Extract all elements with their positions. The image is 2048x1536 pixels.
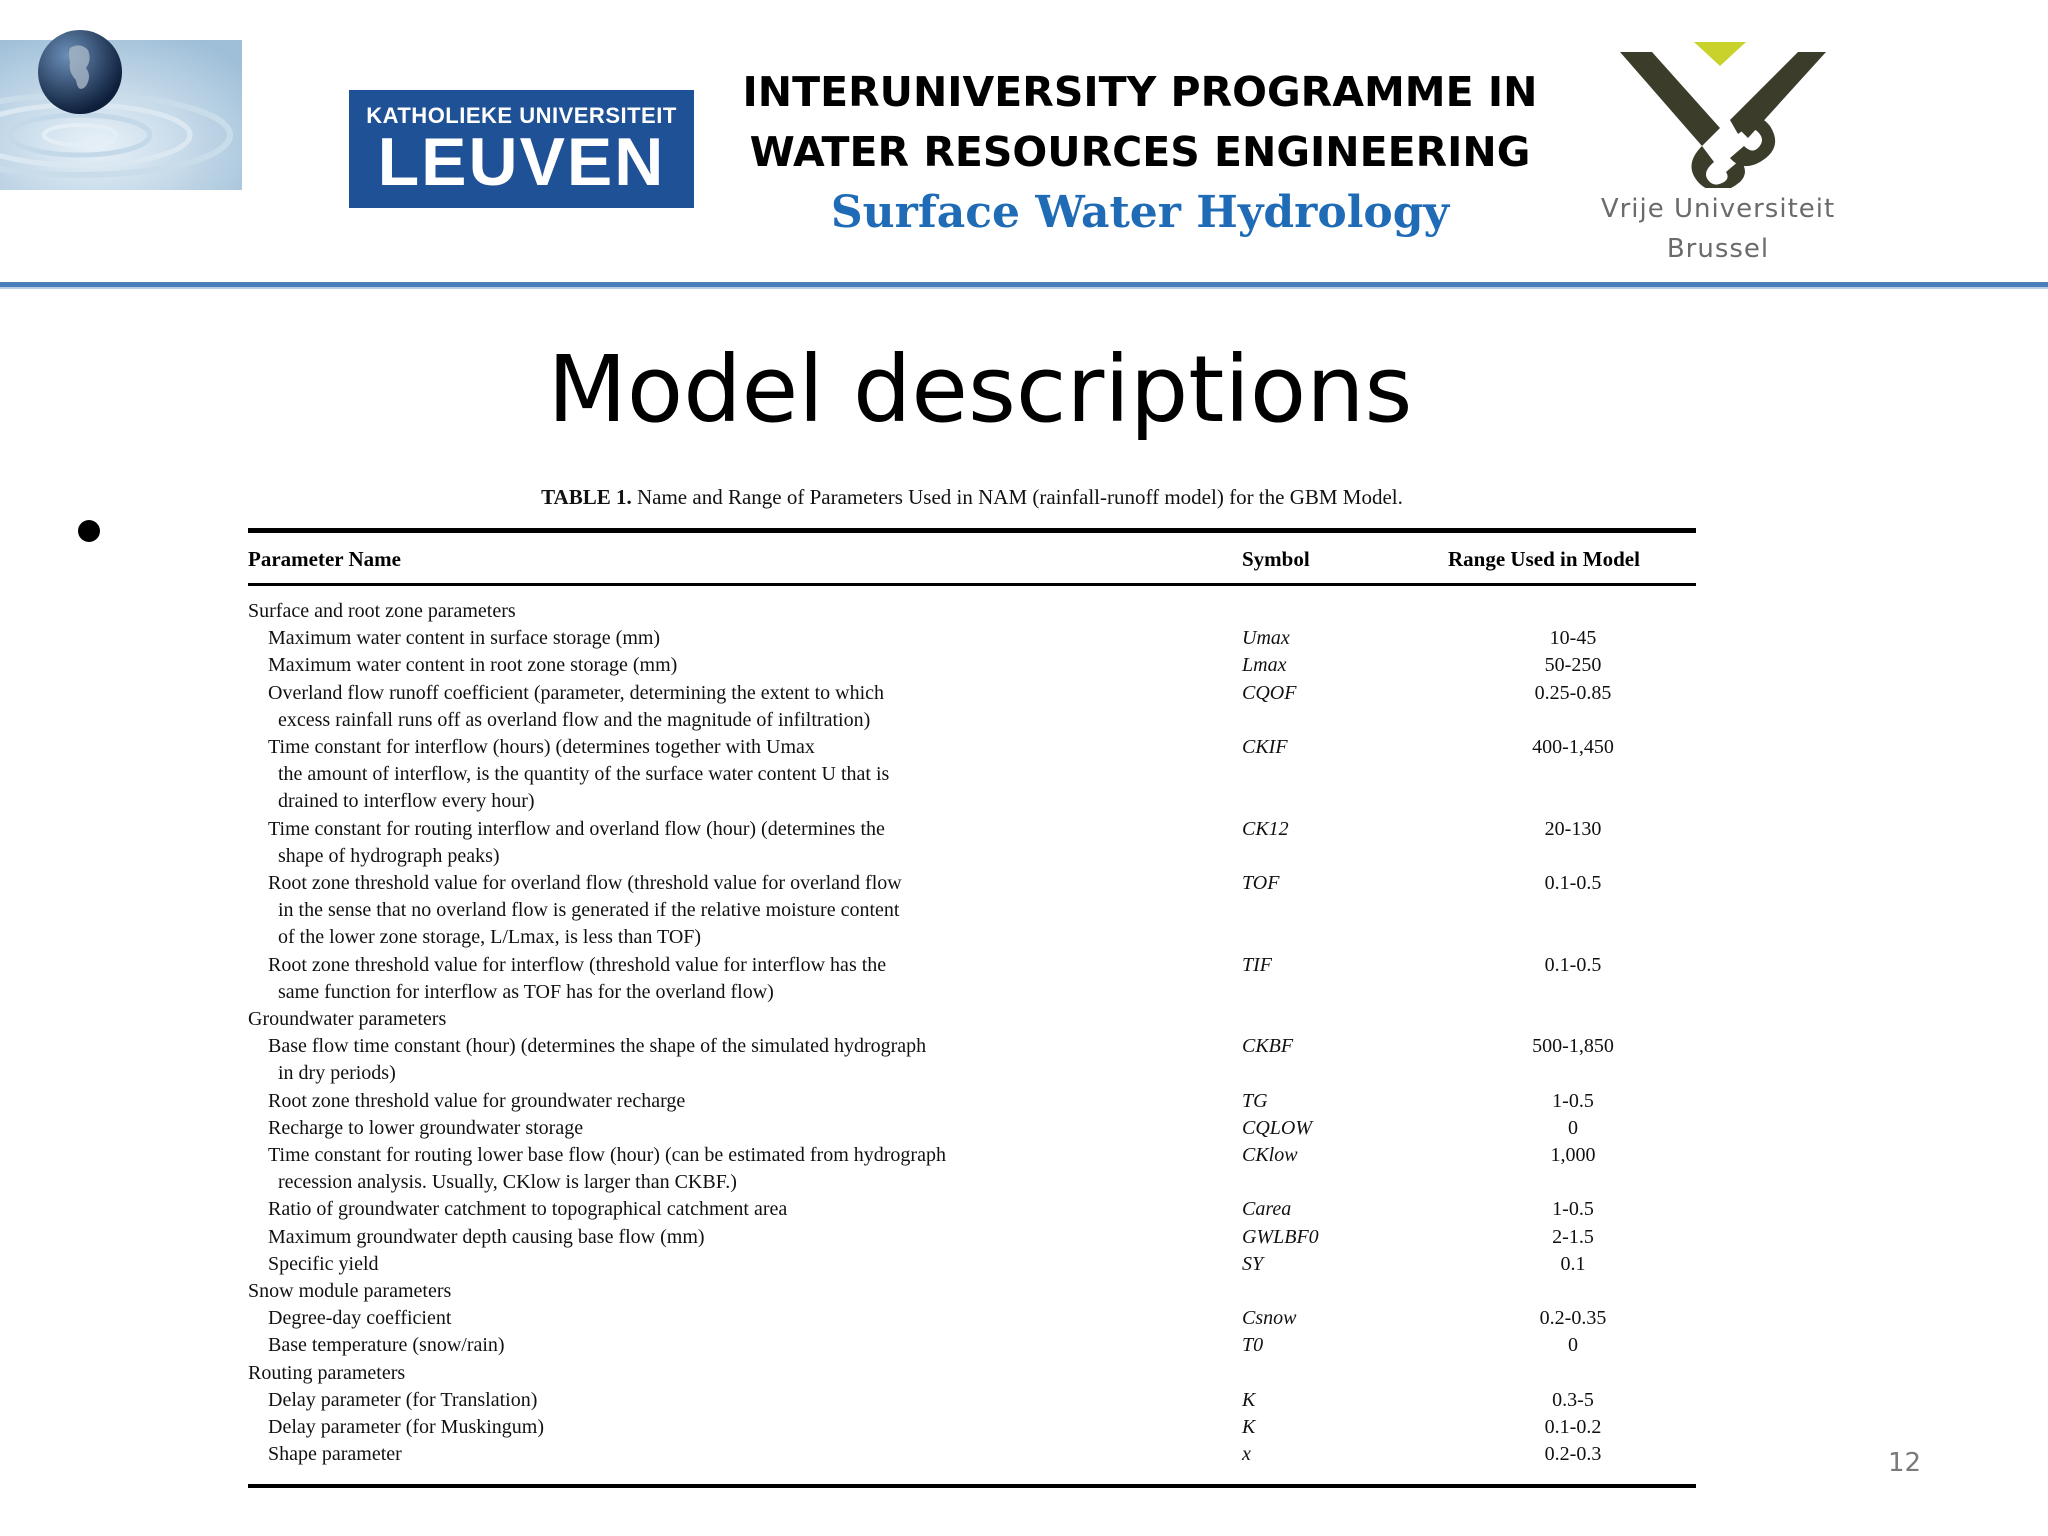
symbol-cell: Lmax [1242,654,1287,677]
table-row [248,625,1696,652]
symbol-cell: CKBF [1242,1035,1294,1058]
ku-leuven-logo [349,90,694,208]
parameter-name-cell [248,734,1238,816]
range-cell: 0 [1568,1334,1578,1357]
table-body [248,598,1696,1469]
symbol-cell: K [1242,1388,1256,1411]
parameter-name-cell [248,1196,1238,1223]
table-row [248,652,1696,679]
parameter-name-cell [248,1142,1238,1196]
symbol-cell: CQOF [1242,681,1297,704]
symbol-cell: T0 [1242,1334,1264,1357]
symbol-cell: CKlow [1242,1144,1298,1167]
table-row [248,1305,1696,1332]
parameter-name-line: in the sense that no overland flow is generated if the relative moisture content [278,899,900,922]
parameter-name-line: Delay parameter (for Muskingum) [268,1416,545,1439]
parameter-name-line: Surface and root zone parameters [248,600,516,622]
globe-water-logo [0,20,242,190]
range-cell: 1-0.5 [1552,1089,1594,1112]
bullet-point [78,520,100,542]
parameter-name-line: Shape parameter [268,1443,402,1466]
parameter-name-line: Degree-day coefficient [268,1307,452,1330]
parameter-name-line: excess rainfall runs off as overland flow and the magnitude of infiltration) [278,708,871,731]
symbol-cell: SY [1242,1252,1264,1275]
symbol-cell: TOF [1242,872,1280,895]
parameter-name-line: shape of hydrograph peaks) [278,844,500,867]
kul-logo-line2: LEUVEN [377,124,666,200]
parameter-name-line: Recharge to lower groundwater storage [268,1116,584,1139]
parameter-name-line: Time constant for interflow (hours) (determines together with Umax [268,736,815,759]
table-header-rule [248,583,1696,586]
parameter-name-cell [248,1033,1238,1087]
parameter-name-line: same function for interflow as TOF has for the overland flow) [278,980,774,1003]
parameter-name-cell [248,1360,1238,1387]
parameter-name-cell [248,1224,1238,1251]
vub-logo-line2: Brussel [1666,234,1770,264]
table-row [248,734,1696,816]
parameter-name-line: Delay parameter (for Translation) [268,1388,538,1411]
kul-logo-line1: KATHOLIEKE UNIVERSITEIT [366,103,677,128]
column-header-parameter-name: Parameter Name [248,547,401,571]
range-cell: 0.3-5 [1552,1388,1594,1411]
parameter-name-cell [248,816,1238,870]
parameter-name-line: Snow module parameters [248,1280,452,1303]
table-row [248,816,1696,870]
range-cell: 10-45 [1549,627,1597,650]
range-cell: 500-1,850 [1532,1035,1614,1058]
table-row [248,1115,1696,1142]
range-cell: 0.1 [1560,1252,1586,1275]
parameter-name-cell [248,870,1238,952]
parameter-name-line: Routing parameters [248,1361,406,1384]
header-divider-shadow [0,287,2048,289]
table-row [248,1251,1696,1278]
range-cell: 50-250 [1544,654,1602,677]
table-row [248,1224,1696,1251]
parameter-name-cell [248,652,1238,679]
range-cell: 0.1-0.2 [1544,1416,1602,1439]
parameter-name-line: Maximum water content in root zone storage (mm) [268,654,678,677]
parameter-name-line: Base flow time constant (hour) (determines the shape of the simulated hydrograph [268,1035,927,1058]
symbol-cell: GWLBF0 [1242,1225,1319,1248]
symbol-cell: TG [1242,1089,1268,1112]
table-top-rule [248,528,1696,533]
parameter-name-cell [248,1088,1238,1115]
parameter-name-line: Time constant for routing lower base flow (hour) (can be estimated from hydrograph [268,1144,946,1167]
table-section-row [248,1278,1696,1305]
parameter-name-line: Specific yield [268,1252,379,1275]
parameter-name-line: Root zone threshold value for interflow (threshold value for interflow has the [268,953,887,976]
parameter-name-cell [248,1387,1238,1414]
programme-title-line2: WATER RESOURCES ENGINEERING [749,128,1531,176]
parameter-name-line: Maximum water content in surface storage (mm) [268,627,661,650]
symbol-cell: K [1242,1416,1256,1439]
course-title: Surface Water Hydrology [830,187,1450,238]
parameter-name-line: Maximum groundwater depth causing base flow (mm) [268,1225,705,1248]
table-row [248,1441,1696,1468]
range-cell: 0.1-0.5 [1544,953,1602,976]
parameter-name-cell [248,1414,1238,1441]
table-section-row [248,598,1696,625]
vub-logo-line1: Vrije Universiteit [1600,194,1836,224]
table-section-row [248,1006,1696,1033]
parameter-name-line: Groundwater parameters [248,1008,447,1031]
table-row [248,1088,1696,1115]
table-caption [248,485,1696,510]
table-row [248,1414,1696,1441]
parameter-name-line: in dry periods) [278,1062,396,1085]
table-row [248,680,1696,734]
symbol-cell: CKIF [1242,736,1288,759]
parameter-name-cell [248,680,1238,734]
table-header-row [248,543,1696,577]
range-cell: 1,000 [1550,1144,1596,1167]
table-row [248,1033,1696,1087]
parameter-name-line: recession analysis. Usually, CKlow is larger than CKBF.) [278,1171,737,1194]
parameter-name-cell [248,1332,1238,1359]
table-caption-label: TABLE 1. [541,485,632,509]
table-row [248,1387,1696,1414]
parameter-name-line: Overland flow runoff coefficient (parameter, determining the extent to which [268,681,885,704]
table-bottom-rule [248,1484,1696,1488]
range-cell: 2-1.5 [1552,1225,1594,1248]
table-row [248,1332,1696,1359]
symbol-cell: Carea [1242,1198,1292,1221]
parameter-name-cell [248,1251,1238,1278]
parameter-name-line: Root zone threshold value for groundwater recharge [268,1089,686,1112]
parameter-name-line: of the lower zone storage, L/Lmax, is less than TOF) [278,926,702,949]
parameter-name-cell [248,1278,1238,1305]
table-caption-text: Name and Range of Parameters Used in NAM (rainfall-runoff model) for the GBM Model. [636,485,1403,509]
parameter-name-line: drained to interflow every hour) [278,790,535,813]
parameter-name-line: Root zone threshold value for overland flow (threshold value for overland flow [268,872,902,895]
range-cell: 0.2-0.35 [1539,1307,1607,1330]
table-row [248,1196,1696,1223]
range-cell: 400-1,450 [1532,736,1614,759]
parameter-name-line: Ratio of groundwater catchment to topographical catchment area [268,1198,788,1221]
parameter-name-line: Base temperature (snow/rain) [268,1334,505,1357]
column-header-range: Range Used in Model [1448,547,1640,571]
table-row [248,952,1696,1006]
table-row [248,1142,1696,1196]
range-cell: 0.2-0.3 [1544,1443,1602,1466]
parameter-name-line: the amount of interflow, is the quantity of the surface water content U that is [278,763,890,786]
programme-header [720,62,1560,244]
parameter-name-cell [248,598,1238,625]
symbol-cell: x [1242,1443,1251,1466]
parameter-name-cell [248,1441,1238,1468]
parameter-name-cell [248,952,1238,1006]
vub-logo [1598,38,1838,273]
symbol-cell: CQLOW [1242,1116,1313,1139]
parameter-name-cell [248,625,1238,652]
symbol-cell: TIF [1242,953,1272,976]
range-cell: 0.25-0.85 [1534,681,1612,704]
range-cell: 20-130 [1544,817,1602,840]
slide-title: Model descriptions [547,336,1413,443]
programme-title-line1: INTERUNIVERSITY PROGRAMME IN [742,68,1538,116]
range-cell: 1-0.5 [1552,1198,1594,1221]
column-header-symbol: Symbol [1242,547,1310,571]
table-row [248,870,1696,952]
symbol-cell: CK12 [1242,817,1289,840]
page-number: 12 [1888,1448,1922,1478]
parameter-name-cell [248,1006,1238,1033]
range-cell: 0.1-0.5 [1544,872,1602,895]
table-section-row [248,1360,1696,1387]
parameter-name-cell [248,1305,1238,1332]
range-cell: 0 [1568,1116,1578,1139]
symbol-cell: Umax [1242,627,1290,650]
symbol-cell: Csnow [1242,1307,1297,1330]
parameter-name-line: Time constant for routing interflow and overland flow (hour) (determines the [268,817,885,840]
parameter-name-cell [248,1115,1238,1142]
